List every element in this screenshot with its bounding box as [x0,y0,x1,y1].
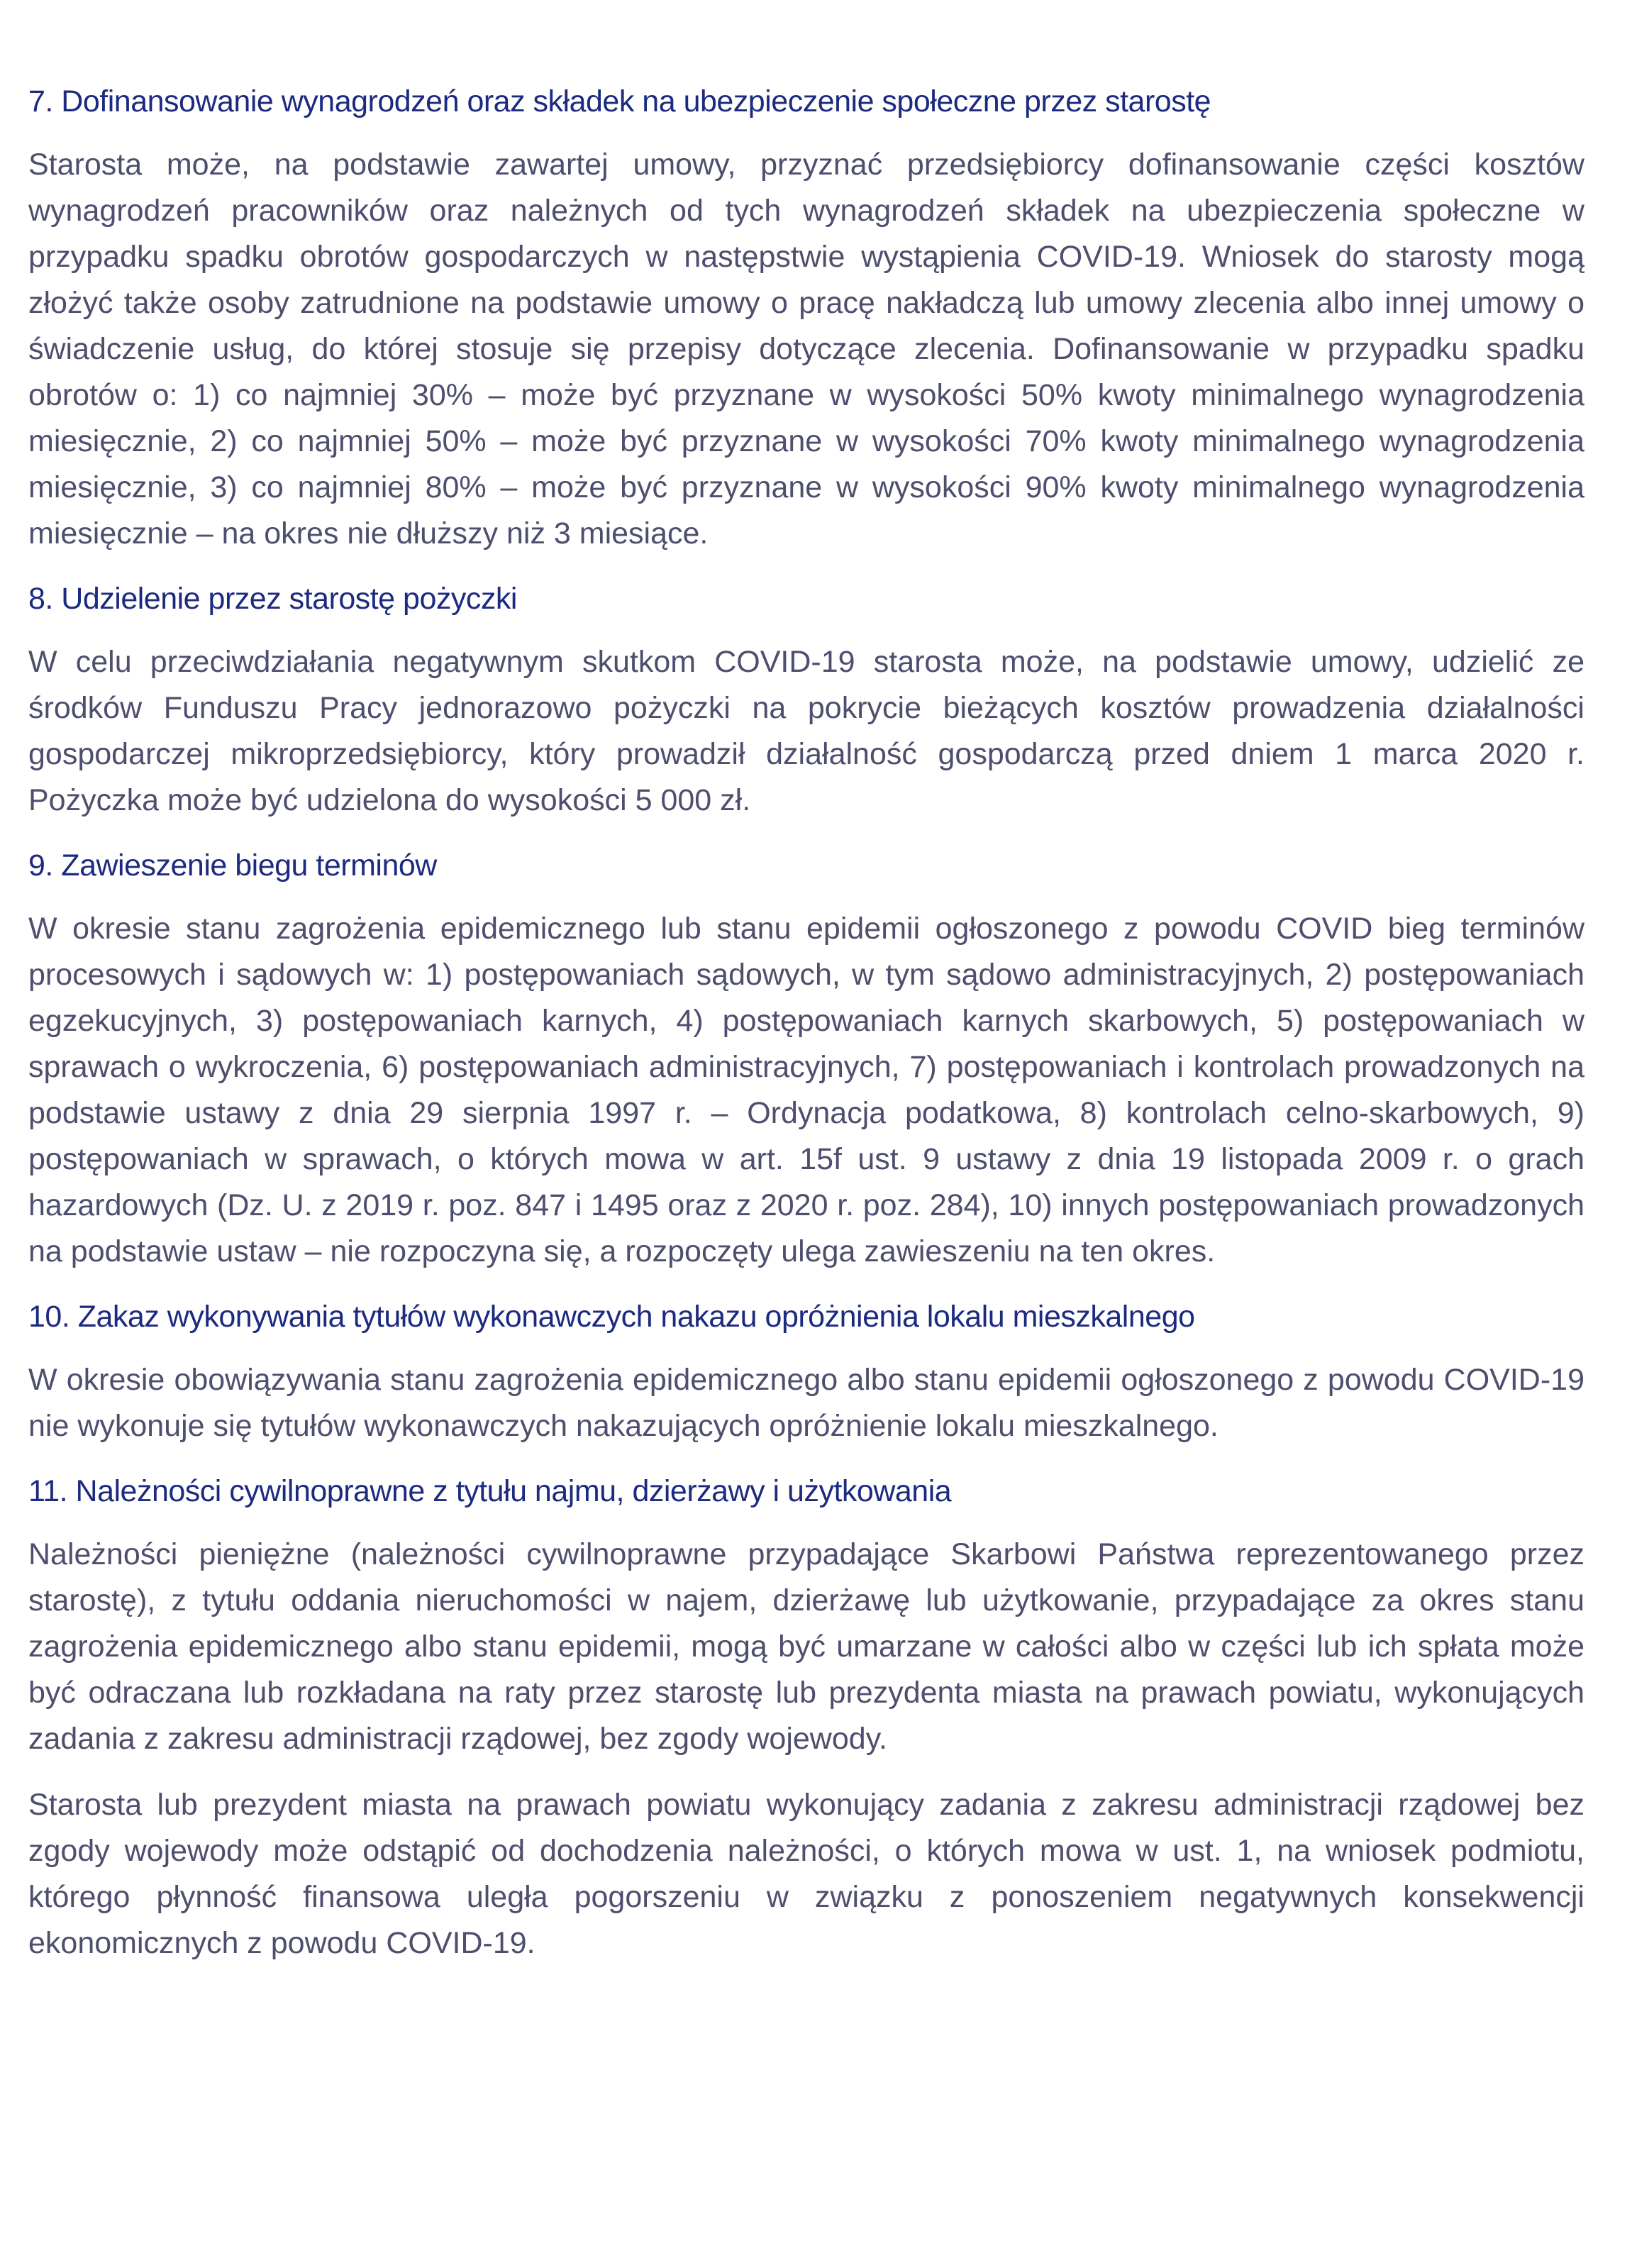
section-paragraph: W celu przeciwdziałania negatywnym skutkom COVID-19 starosta może, na podstawie umowy, udzielić ze środków Funduszu Pracy jednorazowo pożyczki na pokrycie bieżących kosztów prowadzenia działalności gospodarczej mikroprzedsiębiorcy, który prowadził działalność gospodarczą przed dniem 1 marca 2020 r. Pożyczka może być udzielona do wysokości 5 000 zł. [28,645,1584,817]
section-heading: 8. Udzielenie przez starostę pożyczki [28,582,517,616]
section-paragraph: Starosta może, na podstawie zawartej umowy, przyznać przedsiębiorcy dofinansowanie części kosztów wynagrodzeń pracowników oraz należnych od tych wynagrodzeń składek na ubezpieczenia społeczne w przypadku spadku obrotów gospodarczych w następstwie wystąpienia COVID-19. Wniosek do starosty mogą złożyć także osoby zatrudnione na podstawie umowy o pracę nakładczą lub umowy zlecenia albo innej umowy o świadczenie usług, do której stosuje się przepisy dotyczące zlecenia. Dofinansowanie w przypadku spadku obrotów o: 1) co najmniej 30% – może być przyznane w wysokości 50% kwoty minimalnego wynagrodzenia miesięcznie, 2) co najmniej 50% – może być przyznane w wysokości 70% kwoty minimalnego wynagrodzenia miesięcznie, 3) co najmniej 80% – może być przyznane w wysokości 90% kwoty minimalnego wynagrodzenia miesięcznie – na okres nie dłuższy niż 3 miesiące. [28,148,1584,551]
section-9 [28,843,1584,1275]
section-paragraph: W okresie obowiązywania stanu zagrożenia epidemicznego albo stanu epidemii ogłoszonego z powodu COVID-19 nie wykonuje się tytułów wykonawczych nakazujących opróżnienie lokalu mieszkalnego. [28,1363,1584,1443]
section-7 [28,79,1584,557]
section-paragraph: Należności pieniężne (należności cywilnoprawne przypadające Skarbowi Państwa reprezentowanego przez starostę), z tytułu oddania nieruchomości w najem, dzierżawę lub użytkowanie, przypadające za okres stanu zagrożenia epidemicznego albo stanu epidemii, mogą być umarzane w całości albo w części lub ich spłata może być odraczana lub rozkładana na raty przez starostę lub prezydenta miasta na prawach powiatu, wykonujących zadania z zakresu administracji rządowej, bez zgody wojewody. [28,1537,1584,1756]
section-heading: 7. Dofinansowanie wynagrodzeń oraz składek na ubezpieczenie społeczne przez starostę [28,84,1211,118]
section-paragraph: W okresie stanu zagrożenia epidemicznego lub stanu epidemii ogłoszonego z powodu COVID bieg terminów procesowych i sądowych w: 1) postępowaniach sądowych, w tym sądowo administracyjnych, 2) postępowaniach egzekucyjnych, 3) postępowaniach karnych, 4) postępowaniach karnych skarbowych, 5) postępowaniach w sprawach o wykroczenia, 6) postępowaniach administracyjnych, 7) postępowaniach i kontrolach prowadzonych na podstawie ustawy z dnia 29 sierpnia 1997 r. – Ordynacja podatkowa, 8) kontrolach celno-skarbowych, 9) postępowaniach w sprawach, o których mowa w art. 15f ust. 9 ustawy z dnia 19 listopada 2009 r. o grach hazardowych (Dz. U. z 2019 r. poz. 847 i 1495 oraz z 2020 r. poz. 284), 10) innych postępowaniach prowadzonych na podstawie ustaw – nie rozpoczyna się, a rozpoczęty ulega zawieszeniu na ten okres. [28,912,1584,1268]
section-10 [28,1295,1584,1449]
section-8 [28,577,1584,824]
section-heading: 10. Zakaz wykonywania tytułów wykonawczych nakazu opróżnienia lokalu mieszkalnego [28,1300,1195,1334]
section-11 [28,1469,1584,1966]
document-page [28,79,1584,1986]
section-heading: 9. Zawieszenie biegu terminów [28,848,437,883]
section-heading: 11. Należności cywilnoprawne z tytułu najmu, dzierżawy i użytkowania [28,1474,952,1508]
section-paragraph: Starosta lub prezydent miasta na prawach powiatu wykonujący zadania z zakresu administracji rządowej bez zgody wojewody może odstąpić od dochodzenia należności, o których mowa w ust. 1, na wniosek podmiotu, którego płynność finansowa uległa pogorszeniu w związku z ponoszeniem negatywnych konsekwencji ekonomicznych z powodu COVID-19. [28,1788,1584,1960]
